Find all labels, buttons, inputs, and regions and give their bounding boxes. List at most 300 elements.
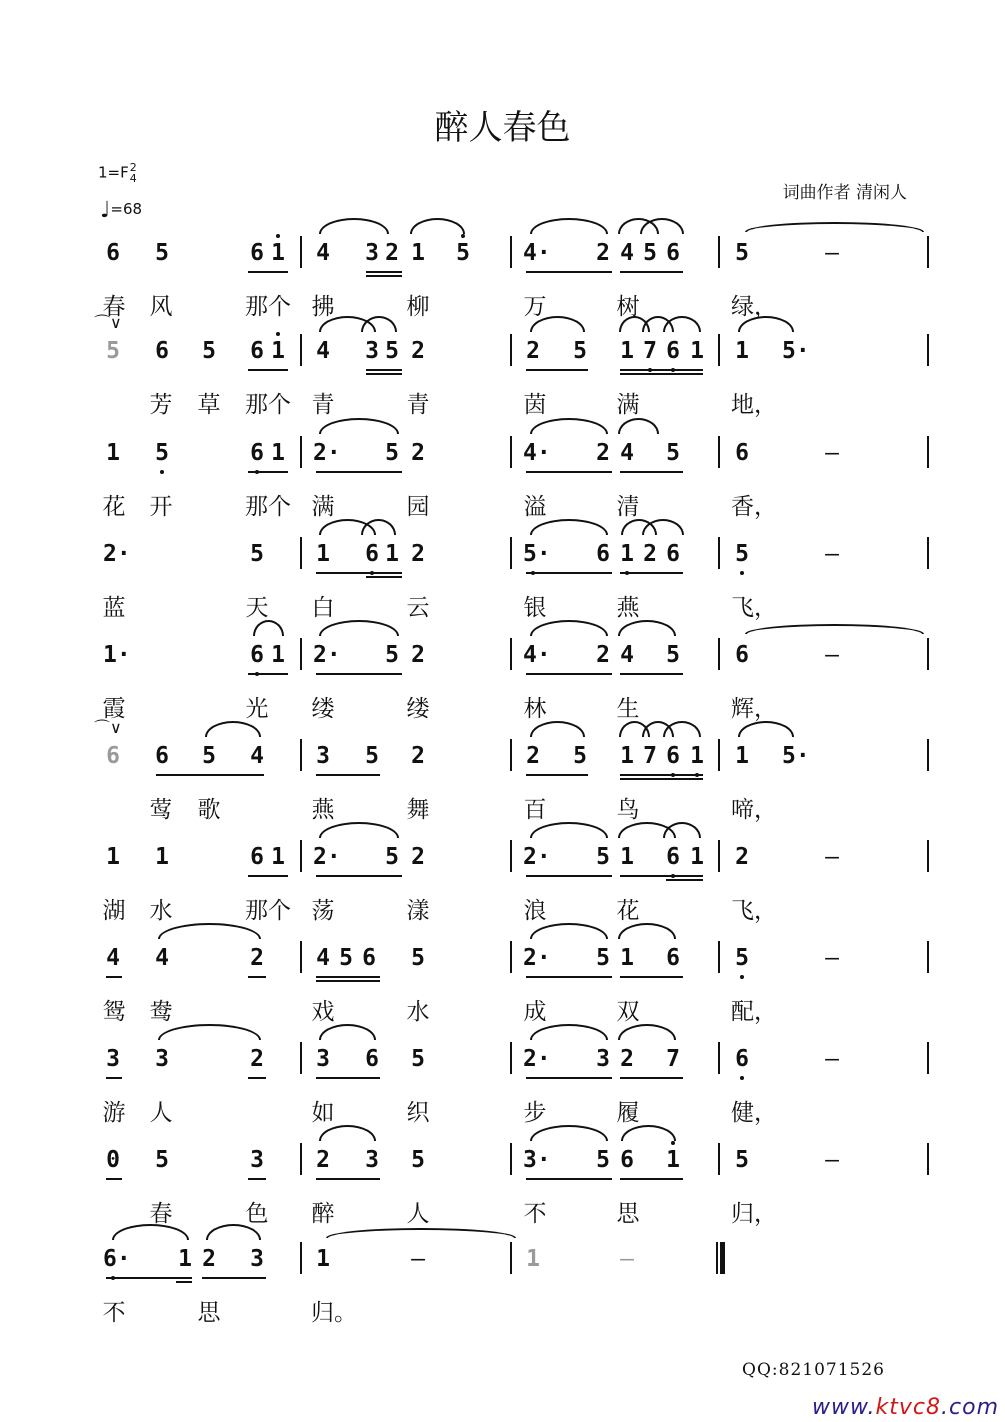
underline-beam bbox=[620, 471, 683, 473]
lyric-syllable: 茵 bbox=[523, 392, 547, 418]
bar-line bbox=[927, 1042, 929, 1074]
jianpu-note: 2· bbox=[313, 440, 341, 466]
lyric-syllable: 鸳 bbox=[102, 999, 126, 1025]
score-system bbox=[0, 1238, 1005, 1338]
underline-beam bbox=[106, 1178, 122, 1180]
jianpu-note: 1 bbox=[687, 743, 707, 769]
underline-beam bbox=[620, 875, 703, 877]
bar-line bbox=[510, 739, 512, 771]
lyric-syllable: 燕 bbox=[311, 797, 335, 823]
underline-beam bbox=[248, 1077, 266, 1079]
jianpu-note: 4 bbox=[155, 945, 169, 971]
octave-down-dot bbox=[740, 1076, 744, 1080]
lyric-syllable: 飞， bbox=[731, 595, 777, 621]
jianpu-note: 5· bbox=[782, 743, 810, 769]
jianpu-note: 6 bbox=[247, 440, 267, 466]
bar-line bbox=[718, 1143, 720, 1175]
lyric-syllable: 花 bbox=[616, 898, 640, 924]
jianpu-note: 4· bbox=[523, 240, 551, 266]
lyric-syllable: 春 bbox=[149, 1201, 173, 1227]
lyric-syllable: 戏 bbox=[311, 999, 335, 1025]
jianpu-note: 6 bbox=[362, 945, 376, 971]
notation-line bbox=[0, 634, 1005, 684]
underline-beam bbox=[620, 271, 683, 273]
jianpu-note: 6 bbox=[155, 338, 169, 364]
jianpu-note: 6 bbox=[663, 338, 683, 364]
underline-beam bbox=[106, 976, 122, 978]
lyric-syllable: 鸟 bbox=[616, 797, 640, 823]
lyric-syllable: 色 bbox=[245, 1201, 269, 1227]
jianpu-note: 3 bbox=[250, 1147, 264, 1173]
underline-beam bbox=[316, 1077, 380, 1079]
jianpu-note: 2 bbox=[411, 440, 425, 466]
slur-arc bbox=[530, 218, 608, 234]
jianpu-note: – bbox=[825, 440, 839, 466]
jianpu-note: 2 bbox=[250, 945, 264, 971]
bar-line bbox=[927, 1143, 929, 1175]
jianpu-note: 1 bbox=[663, 1147, 683, 1173]
underline-beam bbox=[620, 1178, 683, 1180]
underline-beam bbox=[620, 774, 703, 776]
underline-beam bbox=[620, 572, 683, 574]
jianpu-note: 2 bbox=[596, 642, 610, 668]
lyric-syllable: 园 bbox=[406, 494, 430, 520]
octave-down-dot bbox=[160, 470, 164, 474]
jianpu-note: 1 bbox=[620, 338, 634, 364]
jianpu-note: 6 bbox=[250, 240, 264, 266]
octave-down-dot bbox=[740, 571, 744, 575]
jianpu-note: 1 bbox=[526, 1246, 540, 1272]
underline-beam bbox=[316, 875, 402, 877]
jianpu-note: 5 bbox=[596, 1147, 610, 1173]
jianpu-note: 2· bbox=[523, 844, 551, 870]
jianpu-note: 3 bbox=[316, 1046, 330, 1072]
jianpu-note: 2 bbox=[411, 642, 425, 668]
jianpu-note: 2 bbox=[596, 240, 610, 266]
jianpu-note: 3 bbox=[596, 1046, 610, 1072]
bar-line bbox=[927, 840, 929, 872]
notation-line bbox=[0, 313, 1005, 380]
bar-line bbox=[300, 638, 302, 670]
bar-line bbox=[300, 1042, 302, 1074]
bar-line bbox=[510, 537, 512, 569]
score-system bbox=[0, 634, 1005, 734]
underline-beam bbox=[316, 774, 380, 776]
underline-beam bbox=[248, 369, 288, 371]
lyric-syllable: 燕 bbox=[616, 595, 640, 621]
jianpu-note: 6 bbox=[365, 1046, 379, 1072]
bar-line bbox=[510, 1042, 512, 1074]
jianpu-note: 7 bbox=[666, 1046, 680, 1072]
double-underline-beam bbox=[620, 778, 703, 780]
jianpu-note: 7 bbox=[643, 743, 657, 769]
jianpu-note: 5 bbox=[155, 240, 169, 266]
notation-line bbox=[0, 1139, 1005, 1189]
lyric-syllable: 开 bbox=[149, 494, 173, 520]
slur-arc bbox=[319, 218, 389, 234]
jianpu-note: 6 bbox=[247, 642, 267, 668]
jianpu-note: 2 bbox=[411, 844, 425, 870]
lyric-syllable: 缕 bbox=[406, 696, 430, 722]
breath-mark: ⌒∨ bbox=[94, 718, 122, 737]
jianpu-note: – bbox=[411, 1246, 425, 1272]
jianpu-note: 5 bbox=[453, 240, 473, 266]
bar-line bbox=[718, 941, 720, 973]
bar-line bbox=[718, 436, 720, 468]
octave-up-dot bbox=[671, 1141, 675, 1145]
lyric-syllable: 青 bbox=[311, 392, 335, 418]
jianpu-note: – bbox=[825, 1046, 839, 1072]
lyric-syllable: 银 bbox=[523, 595, 547, 621]
lyric-syllable: 鸯 bbox=[149, 999, 173, 1025]
jianpu-note: 5 bbox=[385, 844, 399, 870]
underline-beam bbox=[526, 1077, 612, 1079]
notation-line bbox=[0, 533, 1005, 583]
lyric-syllable: 地， bbox=[731, 392, 777, 418]
jianpu-note: 6 bbox=[663, 743, 683, 769]
jianpu-note: 1· bbox=[103, 642, 131, 668]
jianpu-note: 5 bbox=[732, 541, 752, 567]
jianpu-note: 1 bbox=[316, 541, 330, 567]
lyric-syllable: 万 bbox=[523, 294, 547, 320]
jianpu-note: – bbox=[825, 541, 839, 567]
score-system bbox=[0, 1038, 1005, 1138]
bar-line bbox=[927, 739, 929, 771]
lyric-syllable: 云 bbox=[406, 595, 430, 621]
score-system bbox=[0, 533, 1005, 633]
lyric-syllable: 配， bbox=[731, 999, 777, 1025]
lyric-syllable: 风 bbox=[149, 294, 173, 320]
underline-beam bbox=[316, 673, 402, 675]
notation-line bbox=[0, 232, 1005, 282]
jianpu-note: 1 bbox=[735, 743, 749, 769]
octave-up-dot bbox=[461, 234, 465, 238]
lyric-syllable: 辉， bbox=[731, 696, 777, 722]
score-system bbox=[0, 718, 1005, 835]
jianpu-note: 5 bbox=[643, 240, 657, 266]
bar-line bbox=[300, 941, 302, 973]
lyric-syllable: 霞 bbox=[102, 696, 126, 722]
bar-line bbox=[300, 334, 302, 366]
jianpu-note: 4· bbox=[523, 642, 551, 668]
jianpu-note: 5 bbox=[596, 945, 610, 971]
jianpu-note: 2 bbox=[735, 844, 749, 870]
bar-line bbox=[510, 941, 512, 973]
tempo-mark bbox=[100, 198, 142, 223]
jianpu-note: 6 bbox=[663, 844, 683, 870]
jianpu-note: 1 bbox=[271, 440, 285, 466]
jianpu-note: 1 bbox=[617, 541, 637, 567]
score-system bbox=[0, 432, 1005, 532]
watermark-suffix: .com bbox=[941, 1395, 999, 1420]
lyric-syllable: 飞， bbox=[731, 898, 777, 924]
jianpu-note: 2 bbox=[596, 440, 610, 466]
lyric-syllable: 芳 bbox=[149, 392, 173, 418]
jianpu-note: 5 bbox=[666, 440, 680, 466]
jianpu-note: 5 bbox=[666, 642, 680, 668]
jianpu-note: 1 bbox=[106, 844, 120, 870]
jianpu-note: – bbox=[825, 945, 839, 971]
jianpu-note: 2· bbox=[313, 642, 341, 668]
jianpu-note: 5 bbox=[202, 743, 216, 769]
lyric-syllable: 步 bbox=[523, 1100, 547, 1126]
jianpu-note: 4 bbox=[620, 440, 634, 466]
lyric-syllable: 那个 bbox=[245, 392, 291, 418]
jianpu-note: 6 bbox=[735, 642, 749, 668]
jianpu-note: 2· bbox=[313, 844, 341, 870]
underline-beam bbox=[248, 976, 266, 978]
double-underline-beam bbox=[366, 275, 402, 277]
jianpu-note: 1 bbox=[268, 338, 288, 364]
lyric-syllable: 清 bbox=[616, 494, 640, 520]
jianpu-note: 6 bbox=[250, 844, 264, 870]
jianpu-note: 5 bbox=[732, 945, 752, 971]
jianpu-note: 6 bbox=[666, 945, 680, 971]
bar-line bbox=[718, 236, 720, 268]
lyric-syllable: 天 bbox=[245, 595, 269, 621]
bar-line bbox=[510, 840, 512, 872]
watermark-prefix: www. bbox=[811, 1395, 876, 1420]
jianpu-note: 3 bbox=[365, 240, 379, 266]
notation-line bbox=[0, 432, 1005, 482]
final-bar-thin bbox=[716, 1242, 718, 1274]
jianpu-note: 5 bbox=[339, 945, 353, 971]
lyric-syllable: 那个 bbox=[245, 898, 291, 924]
bar-line bbox=[718, 1042, 720, 1074]
lyric-syllable: 人 bbox=[149, 1100, 173, 1126]
long-tie-arc bbox=[745, 222, 924, 232]
octave-up-dot bbox=[276, 234, 280, 238]
double-underline-beam bbox=[666, 879, 703, 881]
jianpu-note: 1 bbox=[271, 642, 285, 668]
jianpu-note: 5 bbox=[573, 743, 587, 769]
notation-line bbox=[0, 1038, 1005, 1088]
author-credit: 词曲作者 清闲人 bbox=[782, 183, 907, 203]
jianpu-note: 5 bbox=[385, 440, 399, 466]
lyric-syllable: 绿， bbox=[731, 294, 777, 320]
lyric-syllable: 湖 bbox=[102, 898, 126, 924]
jianpu-note: 5 bbox=[385, 642, 399, 668]
notation-line bbox=[0, 836, 1005, 886]
jianpu-note: 5 bbox=[411, 1147, 425, 1173]
underline-beam bbox=[248, 1178, 266, 1180]
jianpu-note: 5 bbox=[152, 440, 172, 466]
lyric-syllable: 荡 bbox=[311, 898, 335, 924]
lyric-syllable: 游 bbox=[102, 1100, 126, 1126]
bar-line bbox=[300, 1242, 302, 1274]
jianpu-note: 5 bbox=[202, 338, 216, 364]
lyric-syllable: 漾 bbox=[406, 898, 430, 924]
key-signature bbox=[98, 162, 137, 184]
jianpu-note: 5· bbox=[782, 338, 810, 364]
lyric-syllable: 香， bbox=[731, 494, 777, 520]
lyric-syllable: 歌 bbox=[197, 797, 221, 823]
underline-beam bbox=[366, 369, 402, 371]
bar-line bbox=[300, 739, 302, 771]
jianpu-note: 2 bbox=[385, 240, 399, 266]
jianpu-note: 6 bbox=[666, 240, 680, 266]
jianpu-note: 2 bbox=[526, 743, 540, 769]
octave-up-dot bbox=[276, 332, 280, 336]
jianpu-note: – bbox=[825, 844, 839, 870]
lyric-syllable: 青 bbox=[406, 392, 430, 418]
bar-line bbox=[510, 334, 512, 366]
breath-mark: ⌒∨ bbox=[94, 313, 122, 332]
bar-line bbox=[510, 236, 512, 268]
underline-beam bbox=[526, 471, 612, 473]
jianpu-note: 6 bbox=[596, 541, 610, 567]
lyric-syllable: 归。 bbox=[311, 1300, 357, 1326]
watermark bbox=[812, 1395, 999, 1420]
bar-line bbox=[718, 739, 720, 771]
jianpu-note: 1 bbox=[620, 743, 634, 769]
song-title: 醉人春色 bbox=[434, 108, 571, 148]
jianpu-note: 6 bbox=[666, 541, 680, 567]
jianpu-note: 5 bbox=[365, 743, 379, 769]
quarter-note-icon: ♩ bbox=[100, 198, 111, 223]
underline-beam bbox=[106, 1277, 192, 1279]
underline-beam bbox=[526, 271, 612, 273]
score-system bbox=[0, 836, 1005, 936]
jianpu-note: 4 bbox=[316, 240, 330, 266]
jianpu-note: 6 bbox=[106, 743, 120, 769]
bar-line bbox=[718, 334, 720, 366]
jianpu-note: 1 bbox=[690, 338, 704, 364]
jianpu-note: 6 bbox=[250, 338, 264, 364]
jianpu-note: 4 bbox=[316, 338, 330, 364]
jianpu-note: 1 bbox=[411, 240, 425, 266]
time-bottom: 4 bbox=[129, 172, 137, 185]
lyric-syllable: 水 bbox=[406, 999, 430, 1025]
jianpu-note: 3· bbox=[523, 1147, 551, 1173]
octave-down-dot bbox=[740, 975, 744, 979]
jianpu-note: 3 bbox=[365, 338, 379, 364]
jianpu-note: 3 bbox=[365, 1147, 379, 1173]
jianpu-note: 5 bbox=[735, 240, 749, 266]
lyric-syllable: 舞 bbox=[406, 797, 430, 823]
jianpu-note: 1 bbox=[385, 541, 399, 567]
bar-line bbox=[300, 1143, 302, 1175]
lyric-syllable: 光 bbox=[245, 696, 269, 722]
lyric-syllable: 那个 bbox=[245, 494, 291, 520]
jianpu-note: 1 bbox=[735, 338, 749, 364]
underline-beam bbox=[526, 774, 588, 776]
lyric-syllable: 健， bbox=[731, 1100, 777, 1126]
lyric-syllable: 缕 bbox=[311, 696, 335, 722]
lyric-syllable: 成 bbox=[523, 999, 547, 1025]
jianpu-note: 4 bbox=[250, 743, 264, 769]
lyric-syllable: 如 bbox=[311, 1100, 335, 1126]
watermark-brand: ktvc8 bbox=[875, 1395, 942, 1420]
underline-beam bbox=[620, 976, 683, 978]
jianpu-note: 1 bbox=[155, 844, 169, 870]
jianpu-note: 3 bbox=[155, 1046, 169, 1072]
jianpu-note: 5· bbox=[523, 541, 543, 567]
jianpu-note: 2· bbox=[523, 1046, 551, 1072]
bar-line bbox=[300, 236, 302, 268]
lyric-syllable: 拂 bbox=[311, 294, 335, 320]
bar-line bbox=[927, 436, 929, 468]
double-underline-beam bbox=[176, 1281, 192, 1283]
jianpu-note: 6 bbox=[155, 743, 169, 769]
lyric-syllable: 水 bbox=[149, 898, 173, 924]
jianpu-note: 4 bbox=[106, 945, 120, 971]
lyric-syllable: 醉 bbox=[311, 1201, 335, 1227]
lyric-syllable: 溢 bbox=[523, 494, 547, 520]
jianpu-note: – bbox=[825, 240, 839, 266]
score-system bbox=[0, 232, 1005, 332]
jianpu-note: 3 bbox=[250, 1246, 264, 1272]
jianpu-note: 4 bbox=[316, 945, 330, 971]
jianpu-note: 6 bbox=[735, 440, 749, 466]
notation-line bbox=[0, 1238, 1005, 1288]
lyric-syllable: 双 bbox=[616, 999, 640, 1025]
jianpu-note: 2 bbox=[316, 1147, 330, 1173]
lyric-syllable: 满 bbox=[311, 494, 335, 520]
tempo-value: =68 bbox=[110, 200, 143, 218]
jianpu-note: 1 bbox=[316, 1246, 330, 1272]
lyric-syllable: 不 bbox=[523, 1201, 547, 1227]
jianpu-note: – bbox=[825, 1147, 839, 1173]
bar-line bbox=[510, 436, 512, 468]
bar-line bbox=[510, 638, 512, 670]
underline-beam bbox=[620, 369, 703, 371]
underline-beam bbox=[248, 875, 288, 877]
score-system bbox=[0, 937, 1005, 1037]
bar-line bbox=[300, 840, 302, 872]
jianpu-note: 3 bbox=[106, 1046, 120, 1072]
jianpu-note: 2 bbox=[643, 541, 657, 567]
bar-line bbox=[300, 436, 302, 468]
bar-line bbox=[718, 840, 720, 872]
underline-beam bbox=[526, 976, 612, 978]
lyric-syllable: 白 bbox=[311, 595, 335, 621]
double-underline-beam bbox=[620, 373, 703, 375]
jianpu-note: 2· bbox=[103, 541, 131, 567]
underline-beam bbox=[316, 572, 402, 574]
time-top: 2 bbox=[129, 161, 137, 174]
jianpu-note: 6 bbox=[732, 1046, 752, 1072]
jianpu-note: 2 bbox=[620, 1046, 634, 1072]
lyric-syllable: 树 bbox=[616, 294, 640, 320]
jianpu-note: 2 bbox=[526, 338, 540, 364]
jianpu-note: 6 bbox=[362, 541, 382, 567]
jianpu-note: 4 bbox=[620, 642, 634, 668]
lyric-syllable: 春 bbox=[102, 294, 126, 320]
double-underline-beam bbox=[366, 576, 402, 578]
underline-beam bbox=[156, 774, 264, 776]
jianpu-note: 6 bbox=[106, 240, 120, 266]
jianpu-note: 5 bbox=[411, 1046, 425, 1072]
bar-line bbox=[300, 537, 302, 569]
jianpu-note: 1 bbox=[690, 844, 704, 870]
lyric-syllable: 履 bbox=[616, 1100, 640, 1126]
underline-beam bbox=[526, 673, 612, 675]
bar-line bbox=[927, 334, 929, 366]
bar-line bbox=[927, 236, 929, 268]
lyric-syllable: 百 bbox=[523, 797, 547, 823]
jianpu-note: 5 bbox=[735, 1147, 749, 1173]
underline-beam bbox=[366, 271, 402, 273]
slur-arc bbox=[410, 218, 465, 234]
bar-line bbox=[927, 537, 929, 569]
underline-beam bbox=[316, 976, 380, 978]
jianpu-note: 5 bbox=[385, 338, 399, 364]
lyric-syllable: 那个 bbox=[245, 294, 291, 320]
jianpu-note: 4· bbox=[523, 440, 551, 466]
lyric-syllable: 柳 bbox=[406, 294, 430, 320]
jianpu-note: 2 bbox=[411, 541, 425, 567]
